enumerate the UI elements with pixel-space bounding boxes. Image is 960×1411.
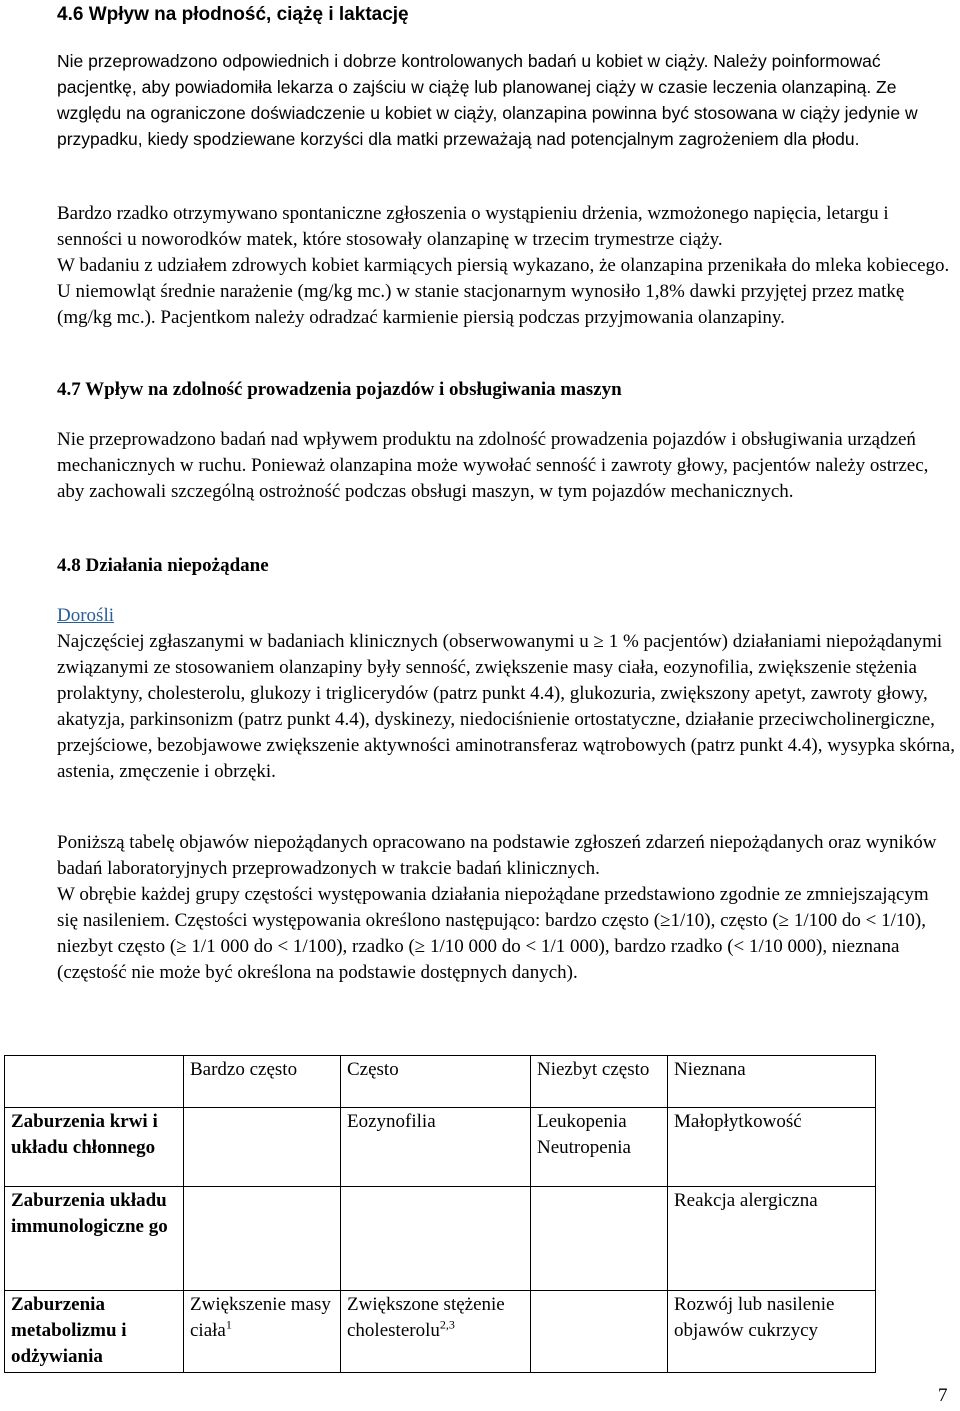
table-row (5, 1108, 876, 1187)
table-cell: Rozwój lub nasilenie objawów cukrzycy (668, 1291, 876, 1373)
p3-text-e: 1/1 000 do < 1/100), rzadko ( (191, 936, 415, 957)
section-4-8-paragraph-2: Poniższą tabelę objawów niepożądanych opracowano na podstawie zgłoszeń zdarzeń niepożądanych oraz wyników badań laboratoryjnych przeprowadzonych w trakcie badań klinicznych. (57, 832, 937, 879)
table-cell: Małopłytkowość (668, 1108, 876, 1187)
table-header-uncommon: Niezbyt często (531, 1056, 668, 1108)
geq-symbol: ≥ (414, 936, 426, 957)
geq-symbol: ≥ (593, 631, 604, 652)
table-row (5, 1291, 876, 1373)
table-header-unknown: Nieznana (668, 1056, 876, 1108)
p3-text-c: 1/10), często ( (670, 910, 779, 931)
table-cell (184, 1291, 341, 1373)
section-4-8-heading (57, 553, 957, 579)
table-cell (531, 1291, 668, 1373)
p3-text-a: W obrębie każdej grupy częstości występowania działania niepożądane przedstawiono zgodnie ze zmniejszającym się nasileniem. (57, 884, 929, 931)
table-header-empty (5, 1056, 184, 1108)
table-row (5, 1187, 876, 1291)
table-cell (341, 1187, 531, 1291)
section-4-8-title: Działania niepożądane (85, 555, 269, 576)
section-4-8-paragraph-3 (57, 882, 937, 986)
adverse-reactions-table (4, 1055, 876, 1373)
table-cell: Reakcja alergiczna (668, 1187, 876, 1291)
table-row-label: Zaburzenia układu immunologiczne go (5, 1187, 184, 1291)
section-4-7-heading (57, 377, 957, 403)
table-cell (531, 1187, 668, 1291)
table-row-label: Zaburzenia metabolizmu i odżywiania (5, 1291, 184, 1373)
p3-text-d: 1/100 do < 1/10), niezbyt często ( (57, 910, 926, 957)
cell-text: Zwiększenie masy ciała (190, 1294, 331, 1341)
geq-symbol: ≥ (660, 910, 671, 931)
table-header-row (5, 1056, 876, 1108)
section-4-8-paragraph-1 (57, 629, 957, 785)
section-4-7-text-b: Ponieważ olanzapina może wywołać senność i zawroty głowy, pacjentów należy ostrzec, aby zachowali szczególną ostrożność podczas obsługi maszyn, w tym pojazdów mechanicznych. (57, 455, 929, 502)
section-4-7-text-a: Nie przeprowadzono badań nad wpływem produktu na zdolność prowadzenia pojazdów i obsługiwania urządzeń mechanicznych w ruchu. (57, 429, 916, 476)
geq-symbol: ≥ (176, 936, 187, 957)
geq-symbol: ≥ (778, 910, 790, 931)
section-4-6-paragraph-1: Nie przeprowadzono odpowiednich i dobrze kontrolowanych badań u kobiet w ciąży. Należy poinformować pacjentkę, aby powiadomiła lekarza o zajściu w ciążę lub planowanej ciąży w czasie leczenia olanzapiną. Ze względu na ograniczone doświadczenie u kobiet w ciąży, olanzapina powinna być stosowana w ciąży jedynie w przypadku, kiedy spodziewane korzyści dla matki przeważają nad potencjalnym zagrożeniem dla płodu. (57, 51, 918, 149)
section-4-7-paragraph (57, 427, 937, 505)
table-cell (341, 1291, 531, 1373)
footnote-marker: 1 (225, 1317, 232, 1332)
section-4-6-paragraph-2: Bardzo rzadko otrzymywano spontaniczne zgłoszenia o wystąpieniu drżenia, wzmożonego napięcia, letargu i senności u noworodków matek, które stosowały olanzapinę w trzecim trymestrze ciąży. (57, 203, 889, 250)
table-cell (184, 1108, 341, 1187)
page-number: 7 (938, 1385, 948, 1406)
section-4-6-heading: 4.6 Wpływ na płodność, ciążę i laktację (57, 4, 409, 25)
p1-text-post: 1 % pacjentów) działaniami niepożądanymi związanymi ze stosowaniem olanzapiny były senność, zwiększenie masy ciała, eozynofilia, zwiększenie stężenia prolaktyny, cholesterolu, glukozy i triglicerydów (patrz punkt 4.4), glukozuria, zwiększony apetyt, zawroty głowy, akatyzja, parkinsonizm (patrz punkt 4.4), dyskinezy, niedociśnienie ortostatyczne, działanie przeciwcholinergiczne, przejściowe, bezobjawowe zwiększenie aktywności aminotransferaz wątrobowych (patrz punkt 4.4), wysypka skórna, astenia, zmęczenie i obrzęki. (57, 631, 955, 782)
footnote-marker: 2,3 (439, 1317, 455, 1332)
table-header-common: Często (341, 1056, 531, 1108)
section-4-7-title: Wpływ na zdolność prowadzenia pojazdów i obsługiwania maszyn (85, 379, 622, 400)
cell-text: Zwiększone stężenie cholesterolu (347, 1294, 505, 1341)
table-cell: Eozynofilia (341, 1108, 531, 1187)
p1-text-pre: Najczęściej zgłaszanymi w badaniach klinicznych (obserwowanymi u (57, 631, 589, 652)
section-4-6-paragraph-3: W badaniu z udziałem zdrowych kobiet karmiących piersią wykazano, że olanzapina przenikała do mleka kobiecego. U niemowląt średnie narażenie (mg/kg mc.) w stanie stacjonarnym wynosiło 1,8% dawki przyjętej przez matkę (mg/kg mc.). Pacjentkom należy odradzać karmienie piersią podczas przyjmowania olanzapiny. (57, 255, 950, 328)
section-4-8-number: 4.8 (57, 555, 81, 576)
table-cell (184, 1187, 341, 1291)
subsection-adults-heading: Dorośli (57, 605, 114, 626)
table-row-label: Zaburzenia krwi i układu chłonnego (5, 1108, 184, 1187)
p3-text-f: 1/10 000 do < 1/1 000), bardzo rzadko (< 1/10 000), nieznana (częstość nie może być określona na podstawie dostępnych danych). (57, 936, 900, 983)
table-header-very-common: Bardzo często (184, 1056, 341, 1108)
section-4-7-number: 4.7 (57, 379, 81, 400)
table-cell: Leukopenia Neutropenia (531, 1108, 668, 1187)
p3-text-b: Częstości występowania określono następująco: bardzo często ( (174, 910, 661, 931)
